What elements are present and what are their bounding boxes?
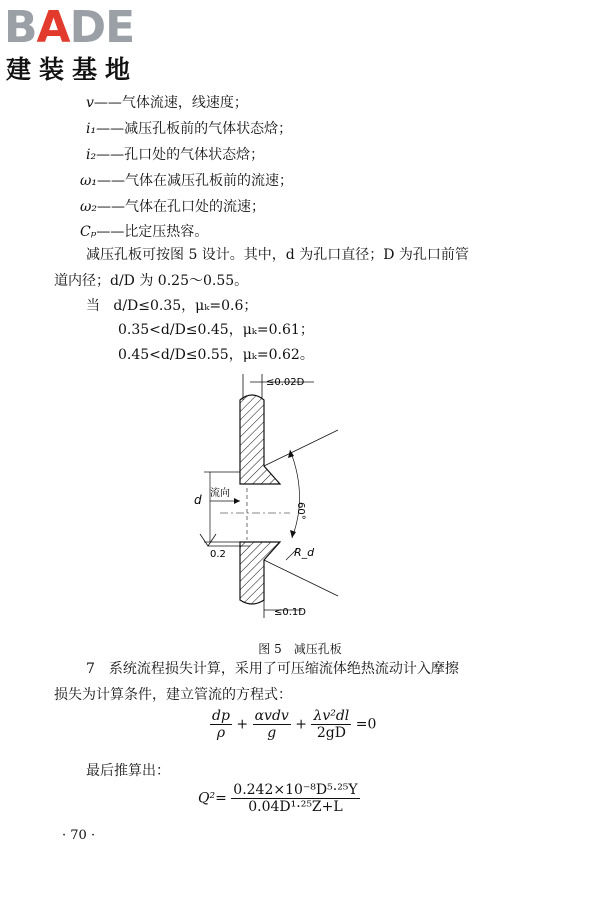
definition-item: ω₁——气体在减压孔板前的流速； — [80, 173, 294, 189]
plate-upper-section — [240, 395, 280, 484]
fraction-term: $\frac{\text{αvdv}}{g}$ — [254, 708, 289, 741]
final-formula: Q²= $\frac{\text{0.242×10⁻⁸D⁵·²⁵Y}}{\text{0.04D¹·²⁵Z+L}}$ — [198, 782, 358, 815]
paragraph-line: 减压孔板可按图 5 设计。其中，d 为孔口直径；D 为孔口前管 — [86, 247, 469, 263]
paragraph-line: 最后推算出： — [86, 763, 170, 779]
fraction-term: $\frac{\text{0.242×10⁻⁸D⁵·²⁵Y}}{\text{0.04D¹·²⁵Z+L}}$ — [233, 782, 358, 815]
logo-wordmark: BADE — [4, 2, 135, 53]
paragraph-line: 道内径；d/D 为 0.25～0.55。 — [54, 273, 249, 289]
flow-arrow-icon — [234, 498, 240, 504]
orifice-plate-figure — [190, 368, 430, 626]
definition-item: v——气体流速，线速度； — [86, 95, 248, 111]
bottom-dimension-label: ≤0.1D — [274, 607, 306, 618]
section-heading: 7 系统流程损失计算，采用了可压缩流体绝热流动计入摩擦 — [86, 661, 459, 677]
roughness-symbol-icon — [200, 534, 216, 546]
flow-label: 流向 — [210, 488, 230, 499]
roughness-label: 0.2 — [210, 549, 226, 560]
logo-subtitle: 建装基地 — [6, 55, 139, 84]
rd-label: R_d — [294, 546, 315, 559]
condition-line: 0.35<d/D≤0.45，μₖ=0.61； — [118, 322, 314, 338]
paragraph-line: 损失为计算条件，建立管流的方程式： — [54, 687, 292, 703]
plate-lower-section — [240, 542, 280, 604]
definition-item: ω₂——气体在孔口处的流速； — [80, 199, 266, 215]
top-dimension-label: ≤0.02D — [266, 377, 305, 388]
pipe-flow-equation: $\frac{dp}{\rho}$ + $\frac{\text{αvdv}}{g}$ + $\frac{\text{λv²dl}}{2gD}$ =0 — [212, 708, 377, 741]
page-number: · 70 · — [62, 828, 96, 843]
definition-item: i₁——减压孔板前的气体状态焓； — [86, 121, 293, 137]
angle-label: 60° — [295, 502, 306, 520]
figure-caption: 图 5 减压孔板 — [258, 642, 342, 656]
logo — [4, 2, 176, 86]
condition-line: 当 d/D≤0.35，μₖ=0.6； — [86, 298, 258, 314]
condition-line: 0.45<d/D≤0.55，μₖ=0.62。 — [118, 347, 314, 363]
fraction-term: $\frac{\text{λv²dl}}{2gD}$ — [313, 708, 350, 741]
definition-item: Cₚ——比定压热容。 — [80, 224, 209, 240]
fraction-term: $\frac{dp}{\rho}$ — [212, 708, 230, 741]
definition-item: i₂——孔口处的气体状态焓； — [86, 147, 265, 163]
d-dimension-label: d — [194, 493, 202, 507]
